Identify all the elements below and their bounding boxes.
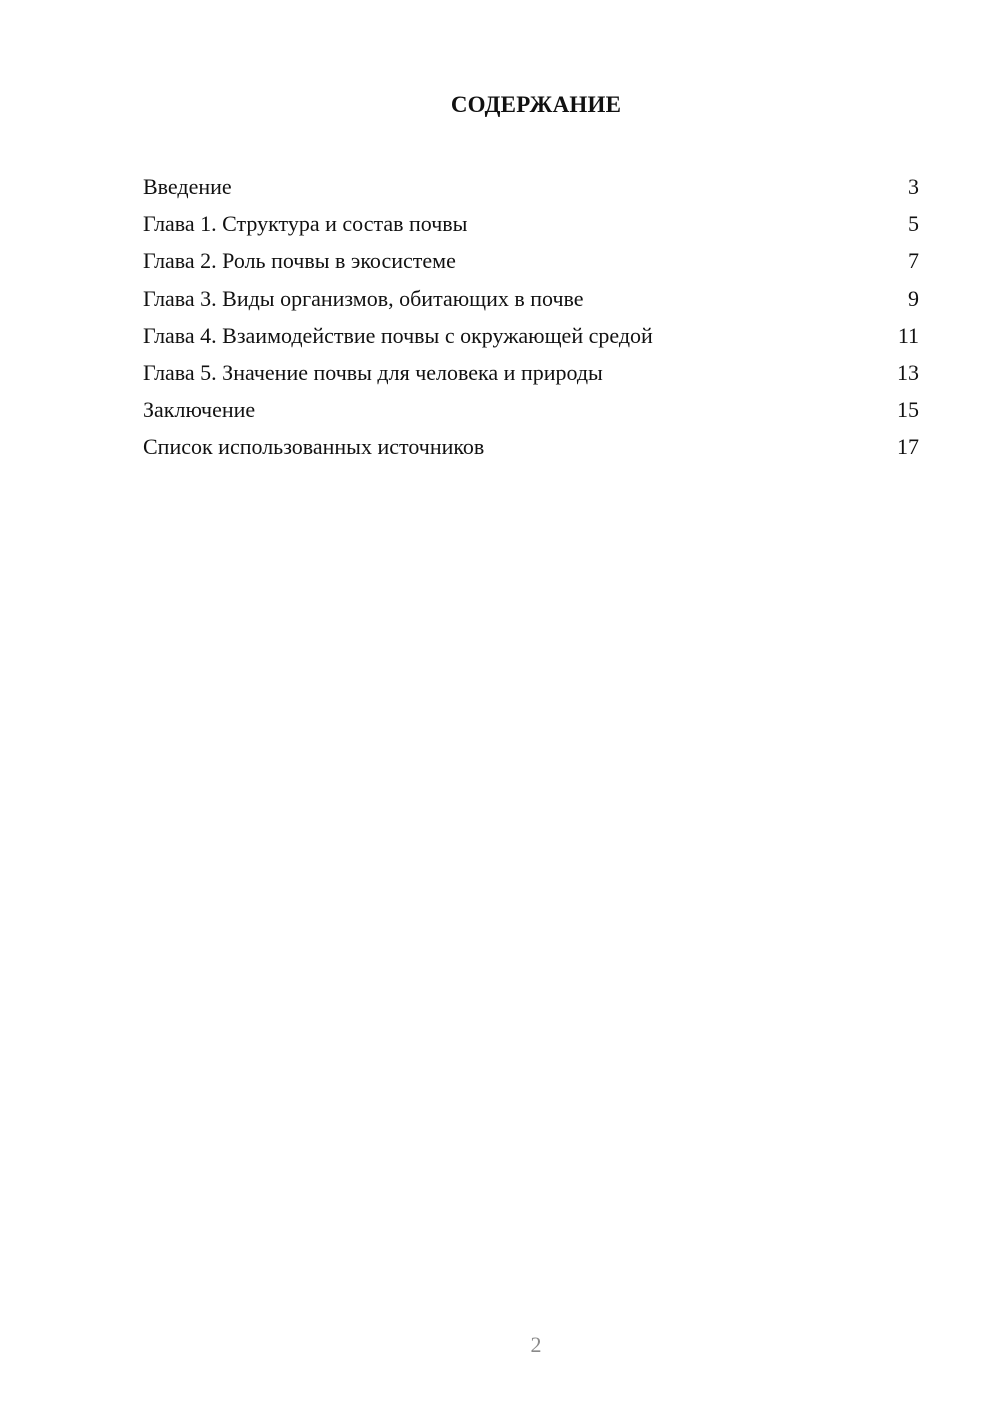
page-number: 2 [530, 1332, 542, 1357]
toc-entry-conclusion[interactable] [143, 391, 919, 428]
toc-entry-chapter-3[interactable] [143, 280, 919, 317]
page-title: СОДЕРЖАНИЕ [450, 92, 622, 117]
toc-entry-label: Глава 1. Структура и состав почвы [143, 211, 468, 237]
toc-entry-chapter-4[interactable] [143, 317, 919, 354]
toc-entry-page: 9 [908, 285, 919, 311]
toc-entry-label: Заключение [143, 397, 256, 423]
toc-entry-chapter-1[interactable] [143, 205, 919, 242]
toc-entry-page: 11 [897, 322, 919, 348]
toc-entry-label: Глава 3. Виды организмов, обитающих в почве [143, 285, 584, 311]
toc-entry-page: 7 [908, 248, 919, 274]
table-of-contents [143, 168, 919, 466]
toc-entry-page: 15 [897, 397, 919, 423]
toc-entry-introduction[interactable] [143, 168, 919, 205]
toc-entry-label: Глава 5. Значение почвы для человека и природы [143, 359, 603, 385]
toc-entry-page: 5 [908, 211, 919, 237]
toc-entry-references[interactable] [143, 428, 919, 465]
toc-entry-label: Введение [143, 174, 232, 199]
toc-entry-page: 3 [908, 174, 919, 199]
toc-entry-page: 17 [897, 434, 919, 460]
toc-entry-chapter-5[interactable] [143, 354, 919, 391]
toc-entry-page: 13 [897, 359, 919, 385]
toc-entry-label: Глава 2. Роль почвы в экосистеме [143, 248, 456, 274]
toc-entry-label: Список использованных источников [143, 434, 485, 460]
toc-entry-label: Глава 4. Взаимодействие почвы с окружающей средой [143, 322, 653, 348]
toc-entry-chapter-2[interactable] [143, 242, 919, 279]
